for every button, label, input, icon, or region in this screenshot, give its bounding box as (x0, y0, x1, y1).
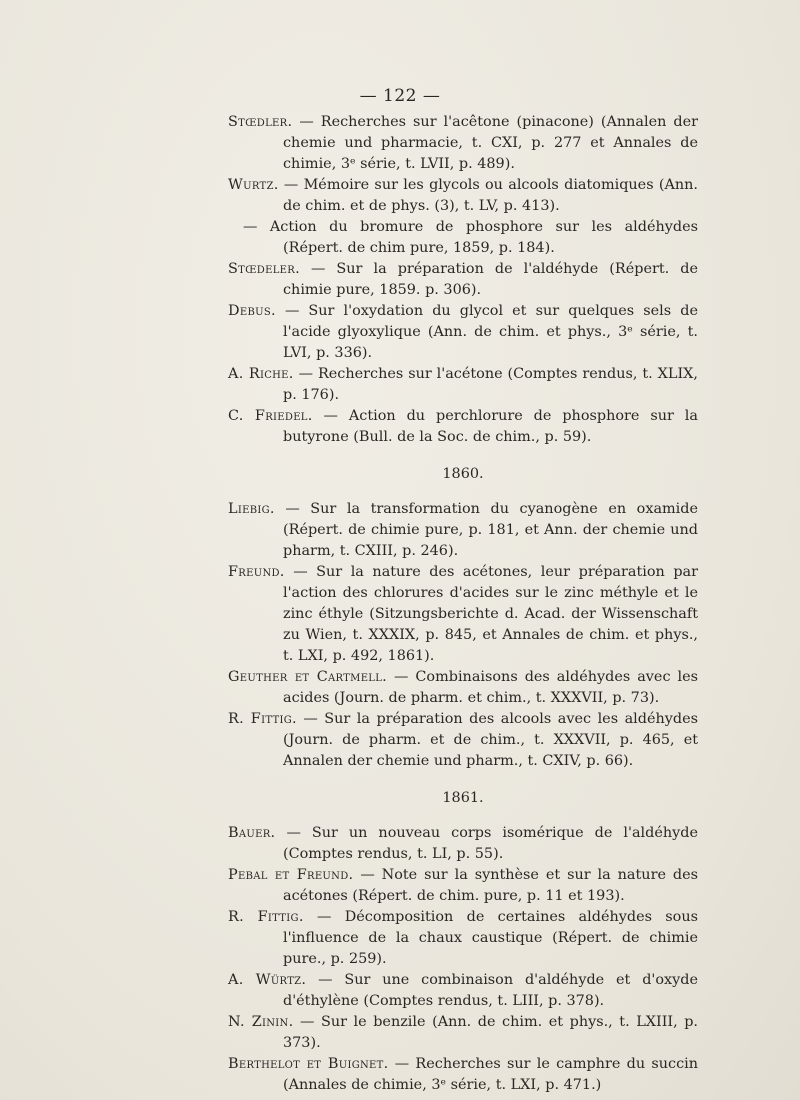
section-1860 (228, 499, 698, 772)
year-heading-1860: 1860. (442, 466, 484, 482)
entry-author: Berthelot et Buignet. (228, 1056, 389, 1072)
entry-author: R. Fittig. (228, 711, 297, 727)
bib-entry (228, 562, 698, 667)
entry-text: — Recherches sur le camphre du succin (Annales de chimie, 3ᵉ série, t. LXI, p. 471.) (283, 1056, 698, 1093)
entry-text: — Combinaisons des aldéhydes avec les acides (Journ. de pharm. et chim., t. XXXVII, p. 73). (283, 669, 698, 706)
page-number: — 122 — (359, 86, 441, 106)
entry-text: — Recherches sur l'acétone (Comptes rendus, t. XLIX, p. 176). (283, 366, 698, 403)
entry-text: — Sur une combinaison d'aldéhyde et d'oxyde d'éthylène (Comptes rendus, t. LIII, p. 378). (283, 972, 698, 1009)
bib-entry (228, 364, 698, 406)
bib-entry (228, 217, 698, 259)
entry-text: — Sur la préparation des alcools avec les aldéhydes (Journ. de pharm. et de chim., t. XXXVII, p. 465, et Annalen der chemie und pharm., t. CXIV, p. 66). (283, 711, 698, 769)
entry-author: N. Zinin. (228, 1014, 294, 1030)
entry-author: Liebig. (228, 501, 275, 517)
entry-text: — Décomposition de certaines aldéhydes sous l'influence de la chaux caustique (Répert. de chimie pure., p. 259). (283, 909, 698, 967)
bib-entry (228, 175, 698, 217)
entry-text: — Sur le benzile (Ann. de chim. et phys., t. LXIII, p. 373). (283, 1014, 698, 1051)
entry-text: — Sur la nature des acétones, leur préparation par l'action des chlorures d'acides sur le zinc méthyle et le zinc éthyle (Sitzungsberichte d. Acad. der Wissenschaft zu Wien, t. XXXIX, p. 845, et Annales de chim. et phys., t. LXI, p. 492, 1861). (283, 564, 698, 664)
entry-text: — Sur un nouveau corps isomérique de l'aldéhyde (Comptes rendus, t. LI, p. 55). (275, 825, 698, 862)
bib-entry (228, 112, 698, 175)
bibliography (228, 112, 698, 1096)
entry-author: A. Würtz. (228, 972, 307, 988)
bib-entry (228, 667, 698, 709)
bib-entry (228, 406, 698, 448)
entry-text: — Mémoire sur les glycols ou alcools diatomiques (Ann. de chim. et de phys. (3), t. LV, p. 413). (278, 177, 698, 214)
entry-author: Stœdler. (228, 114, 293, 130)
bib-entry (228, 709, 698, 772)
entry-author: Bauer. (228, 825, 276, 841)
entry-author: Freund. (228, 564, 285, 580)
entry-author: Geuther et Cartmell. (228, 669, 388, 685)
bib-entry (228, 259, 698, 301)
entry-text: — Sur l'oxydation du glycol et sur quelques sels de l'acide glyoxylique (Ann. de chim. et phys., 3ᵉ série, t. LVI, p. 336). (275, 303, 698, 361)
entry-text: — Recherches sur l'acêtone (pinacone) (Annalen der chemie und pharmacie, t. CXI, p. 277 et Annales de chimie, 3ᵉ série, t. LVII, p. 489). (283, 114, 698, 172)
entry-author: Stœdeler. (228, 261, 300, 277)
bib-entry (228, 1012, 698, 1054)
entry-author: A. Riche. (228, 366, 294, 382)
entry-text: — Note sur la synthèse et sur la nature des acétones (Répert. de chim. pure, p. 11 et 193). (283, 867, 698, 904)
entry-text: — Action du bromure de phosphore sur les aldéhydes (Répert. de chim pure, 1859, p. 184). (243, 219, 698, 256)
entry-author: Debus. (228, 303, 276, 319)
year-heading-1861: 1861. (442, 790, 484, 806)
entry-author: Wurtz. (228, 177, 279, 193)
entry-author: Pebal et Freund. (228, 867, 354, 883)
bib-entry (228, 499, 698, 562)
bib-entry (228, 865, 698, 907)
bib-entry (228, 301, 698, 364)
entry-text: — Action du perchlorure de phosphore sur la butyrone (Bull. de la Soc. de chim., p. 59). (283, 408, 698, 445)
bib-entry (228, 970, 698, 1012)
bib-entry (228, 1054, 698, 1096)
section-1861 (228, 823, 698, 1096)
bib-entry (228, 823, 698, 865)
bib-entry (228, 907, 698, 970)
entry-text: — Sur la préparation de l'aldéhyde (Répert. de chimie pure, 1859. p. 306). (283, 261, 698, 298)
entry-author: C. Friedel. (228, 408, 313, 424)
entry-author: R. Fittig. (228, 909, 304, 925)
entry-text: — Sur la transformation du cyanogène en oxamide (Répert. de chimie pure, p. 181, et Ann. der chemie und pharm, t. CXIII, p. 246). (274, 501, 698, 559)
section-1859 (228, 112, 698, 448)
